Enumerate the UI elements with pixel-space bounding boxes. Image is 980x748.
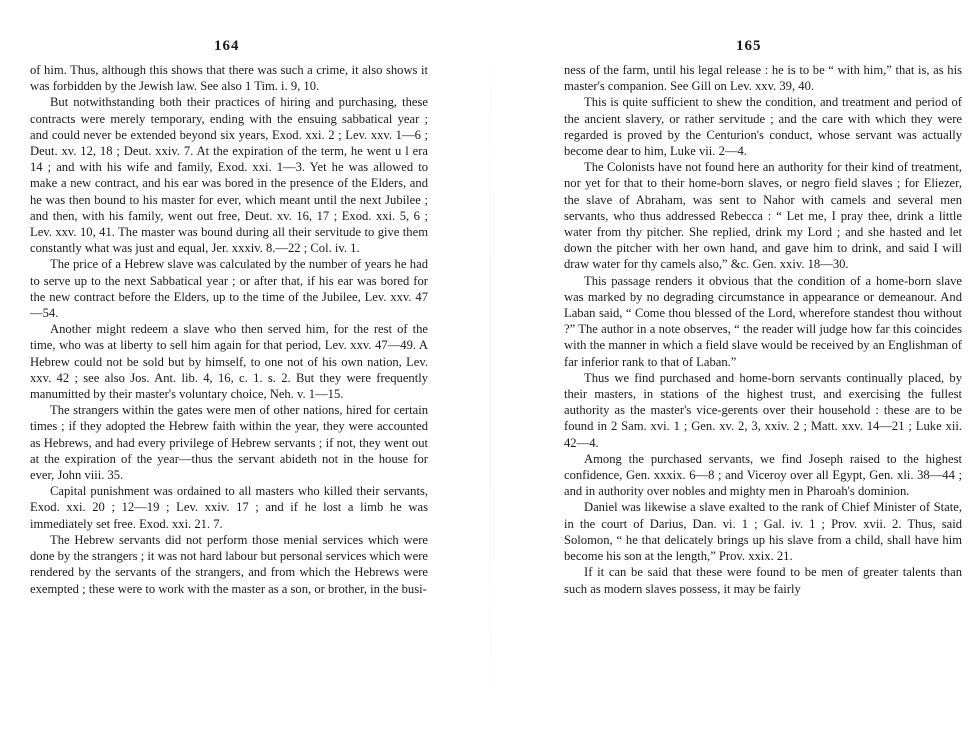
paragraph: The strangers within the gates were men of other nations, hired for certain times ; if they adopted the Hebrew faith within the year, they were accounted as Hebrews, and had every privilege of Hebrew servants ; if not, they went out at the expiration of the year—thus the servant abideth not in the house for ever, John viii. 35. xyxy=(30,403,428,483)
paragraph: This passage renders it obvious that the condition of a home-born slave was marked by no degrading circumstance in appearance or demeanour. And Laban said, “ Come thou blessed of the Lord, wherefore standest thou without ?” The author in a note observes, “ the reader will judge how far this coincides with the manner in which a field slave would be received by an Englishman of far inferior rank to that of Laban.” xyxy=(564,273,962,369)
paragraph: The price of a Hebrew slave was calculated by the number of years he had to serve up to the next Sabbatical year ; or after that, if his ear was bored for the new contract before the Elders, up to the time of the Jubilee, Lev. xxv. 47—54. xyxy=(30,257,428,321)
paragraph: Another might redeem a slave who then served him, for the rest of the time, who was at liberty to sell him again for that period, Lev. xxv. 47—49. A Hebrew could not be sold but by himself, to one not of his own nation, Lev. xxv. 42 ; see also Jos. Ant. lib. 4, 16, c. 1. s. 2. But they were frequently manumitted by their master's voluntary choice, Neh. v. 1—15. xyxy=(30,322,428,402)
paragraph: ness of the farm, until his legal release : he is to be “ with him,” that is, as his master's companion. See Gill on Lev. xxv. 39, 40. xyxy=(564,63,962,94)
paragraph: Capital punishment was ordained to all masters who killed their servants, Exod. xxi. 20 ; 12—19 ; Lev. xxiv. 17 ; and if he lost a limb he was immediately set free. Exod. xxi. 21. 7. xyxy=(30,484,428,531)
left-page-text xyxy=(30,62,428,597)
paragraph: This is quite sufficient to shew the condition, and treatment and period of the ancient slavery, or rather servitude ; and the care with which they were regarded is proved by the Centurion's conduct, whose servant was actually become dear to him, Luke vii. 2—4. xyxy=(564,95,962,159)
paragraph: The Hebrew servants did not perform those menial services which were done by the strangers ; it was not hard labour but personal services which were rendered by the servants of the strangers, and from which the Hebrews were exempted ; these were to work with the master as a son, or brother, in the busi- xyxy=(30,532,428,596)
paragraph: of him. Thus, although this shows that there was such a crime, it also shows it was forbidden by the Jewish law. See also 1 Tim. i. 9, 10. xyxy=(30,63,428,94)
paragraph: Daniel was likewise a slave exalted to the rank of Chief Minister of State, in the court of Darius, Dan. vi. 1 ; Gal. iv. 1 ; Prov. xvii. 2. Thus, said Solomon, “ he that delicately brings up his slave from a child, shall have him become his son at the length,” Prov. xxix. 21. xyxy=(564,500,962,564)
right-page-text xyxy=(564,62,962,597)
right-page xyxy=(490,0,980,748)
paragraph: The Colonists have not found here an authority for their kind of treatment, nor yet for that to their home-born slaves, or negro field slaves ; for Eliezer, the slave of Abraham, was sent to Nahor with camels and several men servants, who thus addressed Rebecca : “ Let me, I pray thee, drink a little water from thy pitcher. She replied, drink my Lord ; and she hasted and let down the pitcher with her own hand, and gave him to drink, and said I will draw water for thy camels also,” &c. Gen. xxiv. 18—30. xyxy=(564,160,962,272)
paragraph: Among the purchased servants, we find Joseph raised to the highest confidence, Gen. xxxix. 6—8 ; and Viceroy over all Egypt, Gen. xli. 38—44 ; and in authority over nobles and mighty men in Pharoah's dominion. xyxy=(564,451,962,499)
page-number-left: 164 xyxy=(214,38,240,54)
paragraph: If it can be said that these were found to be men of greater talents than such as modern slaves possess, it may be fairly xyxy=(564,565,962,596)
page-number-right: 165 xyxy=(736,38,762,54)
paragraph: But notwithstanding both their practices of hiring and purchasing, these contracts were merely temporary, ending with the ensuing sabbatical year ; and could never be extended beyond six years, Exod. xxi. 2 ; Lev. xxv. 1—6 ; Deut. xv. 12, 18 ; Deut. xxiv. 7. At the expiration of the term, he went u l era 14 ; and with his wife and family, Exod. xxi. 1—3. Yet he was allowed to make a new contract, and his ear was bored in the presence of the Elders, and he was then bound to his master for ever, which meant until the next Jubilee ; and then, with his family, went out free, Deut. xv. 16, 17 ; Exod. xxi. 5, 6 ; Lev. xxv. 10, 41. The master was bound during all their servitude to give them constantly what was just and equal, Jer. xxxiv. 8.—22 ; Col. iv. 1. xyxy=(30,95,428,256)
paragraph: Thus we find purchased and home-born servants continually placed, by their masters, in stations of the highest trust, and exercising the fullest authority as the master's vice-gerents over their household : these are to be found in 2 Sam. xvi. 1 ; Gen. xv. 2, 3, xxiv. 2 ; Matt. xxv. 14—21 ; Luke xii. 42—4. xyxy=(564,370,962,450)
